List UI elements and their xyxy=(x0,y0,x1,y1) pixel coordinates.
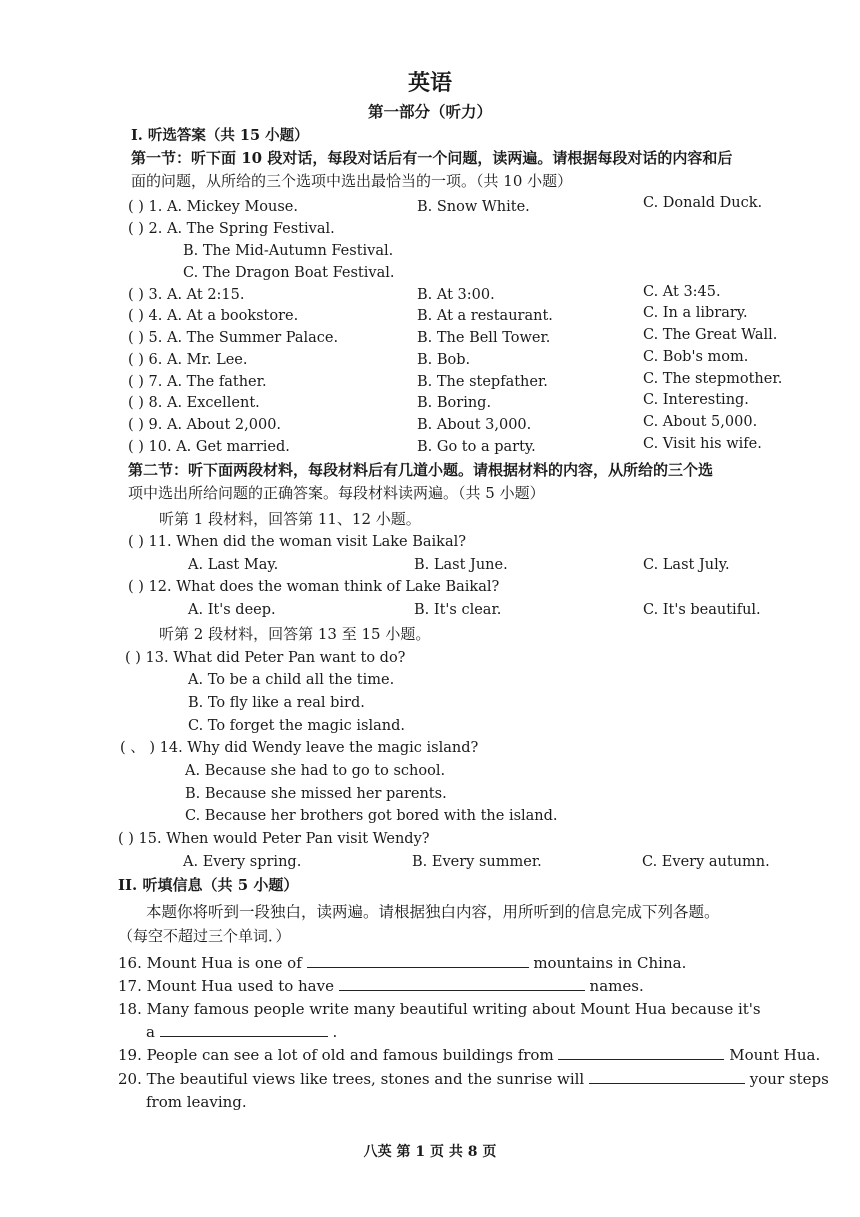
q11-option-c: C. Last July. xyxy=(643,557,730,573)
q19-text-after: Mount Hua. xyxy=(729,1046,821,1064)
q14-option-b: B. Because she missed her parents. xyxy=(185,786,447,802)
q11-stem: ( ) 11. When did the woman visit Lake Baikal? xyxy=(128,534,466,550)
q20-line2: from leaving. xyxy=(146,1093,247,1111)
q6-option-c: C. Bob's mom. xyxy=(643,349,749,365)
q9-option-a: ( ) 9. A. About 2,000. xyxy=(128,417,282,433)
q20-text-before: 20. The beautiful views like trees, stones and the sunrise will xyxy=(118,1070,585,1088)
sub2-instruction-line2: 项中选出所给问题的正确答案。每段材料读两遍。（共 5 小题） xyxy=(128,484,545,502)
q19-blank[interactable] xyxy=(558,1045,724,1060)
sub1-instruction-line1: 第一节：听下面 10 段对话，每段对话后有一个问题，读两遍。请根据每段对话的内容和后 xyxy=(131,149,733,167)
q19-fill xyxy=(118,1045,820,1065)
q2-option-a: ( ) 2. A. The Spring Festival. xyxy=(128,221,335,237)
q15-stem: ( ) 15. When would Peter Pan visit Wendy? xyxy=(118,831,430,847)
q18-blank[interactable] xyxy=(160,1022,328,1037)
q18-text-before: a xyxy=(146,1023,155,1041)
q13-option-a: A. To be a child all the time. xyxy=(188,672,395,688)
q10-option-b: B. Go to a party. xyxy=(417,439,536,455)
q4-option-a: ( ) 4. A. At a bookstore. xyxy=(128,308,299,324)
q6-option-a: ( ) 6. A. Mr. Lee. xyxy=(128,352,248,368)
q10-option-a: ( ) 10. A. Get married. xyxy=(128,439,290,455)
q5-option-c: C. The Great Wall. xyxy=(643,327,778,343)
q1-option-c: C. Donald Duck. xyxy=(643,195,763,211)
q20-text-after: your steps xyxy=(749,1070,829,1088)
q3-option-c: C. At 3:45. xyxy=(643,284,721,300)
q3-option-b: B. At 3:00. xyxy=(417,287,495,303)
q16-fill xyxy=(118,953,686,973)
q13-stem: ( ) 13. What did Peter Pan want to do? xyxy=(125,650,406,666)
q8-option-b: B. Boring. xyxy=(417,395,492,411)
q12-stem: ( ) 12. What does the woman think of Lake Baikal? xyxy=(128,579,500,595)
q17-text-before: 17. Mount Hua used to have xyxy=(118,977,334,995)
sub2-instruction-line1: 第二节：听下面两段材料，每段材料后有几道小题。请根据材料的内容，从所给的三个选 xyxy=(128,461,714,479)
material1-label: 听第 1 段材料，回答第 11、12 小题。 xyxy=(159,510,421,528)
q7-option-b: B. The stepfather. xyxy=(417,374,548,390)
section1-heading: I. 听选答案（共 15 小题） xyxy=(131,127,309,144)
q19-text-before: 19. People can see a lot of old and famous buildings from xyxy=(118,1046,554,1064)
q16-text-after: mountains in China. xyxy=(533,954,687,972)
part-title: 第一部分（听力） xyxy=(367,102,492,121)
q20-fill xyxy=(118,1069,829,1089)
section2-instruction-line1: 本题你将听到一段独白，读两遍。请根据独白内容，用所听到的信息完成下列各题。 xyxy=(146,903,720,921)
sub1-instruction-line2: 面的问题，从所给的三个选项中选出最恰当的一项。（共 10 小题） xyxy=(131,172,573,190)
q18-line1: 18. Many famous people write many beautiful writing about Mount Hua because it's xyxy=(118,1000,761,1018)
q4-option-c: C. In a library. xyxy=(643,305,748,321)
q4-option-b: B. At a restaurant. xyxy=(417,308,553,324)
q20-blank[interactable] xyxy=(589,1069,745,1084)
q11-option-b: B. Last June. xyxy=(414,557,508,573)
q1-option-a: ( ) 1. A. Mickey Mouse. xyxy=(128,199,298,215)
q2-option-b: B. The Mid-Autumn Festival. xyxy=(183,243,394,259)
q14-stem: ( 、 ) 14. Why did Wendy leave the magic island? xyxy=(120,740,479,756)
q7-option-c: C. The stepmother. xyxy=(643,371,783,387)
q1-option-b: B. Snow White. xyxy=(417,199,530,215)
page-title: 英语 xyxy=(407,70,452,96)
page-footer: 八英 第 1 页 共 8 页 xyxy=(363,1144,497,1160)
q14-option-c: C. Because her brothers got bored with the island. xyxy=(185,808,558,824)
material2-label: 听第 2 段材料，回答第 13 至 15 小题。 xyxy=(159,625,431,643)
q15-option-c: C. Every autumn. xyxy=(642,854,770,870)
q18-text-after: . xyxy=(332,1023,338,1041)
q8-option-a: ( ) 8. A. Excellent. xyxy=(128,395,260,411)
q17-fill xyxy=(118,976,644,996)
q17-blank[interactable] xyxy=(339,976,585,991)
q15-option-a: A. Every spring. xyxy=(183,854,302,870)
section2-heading: II. 听填信息（共 5 小题） xyxy=(118,876,299,894)
q11-option-a: A. Last May. xyxy=(188,557,279,573)
q3-option-a: ( ) 3. A. At 2:15. xyxy=(128,287,245,303)
q12-option-b: B. It's clear. xyxy=(414,602,502,618)
q12-option-c: C. It's beautiful. xyxy=(643,602,761,618)
q10-option-c: C. Visit his wife. xyxy=(643,436,762,452)
q15-option-b: B. Every summer. xyxy=(412,854,542,870)
q7-option-a: ( ) 7. A. The father. xyxy=(128,374,267,390)
q8-option-c: C. Interesting. xyxy=(643,392,749,408)
q12-option-a: A. It's deep. xyxy=(188,602,276,618)
q2-option-c: C. The Dragon Boat Festival. xyxy=(183,265,395,281)
q13-option-b: B. To fly like a real bird. xyxy=(188,695,365,711)
q5-option-b: B. The Bell Tower. xyxy=(417,330,551,346)
q5-option-a: ( ) 5. A. The Summer Palace. xyxy=(128,330,339,346)
q9-option-c: C. About 5,000. xyxy=(643,414,758,430)
q16-blank[interactable] xyxy=(307,953,529,968)
q18-line2 xyxy=(146,1022,337,1042)
q14-option-a: A. Because she had to go to school. xyxy=(185,763,446,779)
q13-option-c: C. To forget the magic island. xyxy=(188,718,405,734)
q17-text-after: names. xyxy=(589,977,644,995)
q6-option-b: B. Bob. xyxy=(417,352,471,368)
section2-instruction-line2: （每空不超过三个单词．） xyxy=(118,927,291,945)
q16-text-before: 16. Mount Hua is one of xyxy=(118,954,302,972)
q9-option-b: B. About 3,000. xyxy=(417,417,532,433)
